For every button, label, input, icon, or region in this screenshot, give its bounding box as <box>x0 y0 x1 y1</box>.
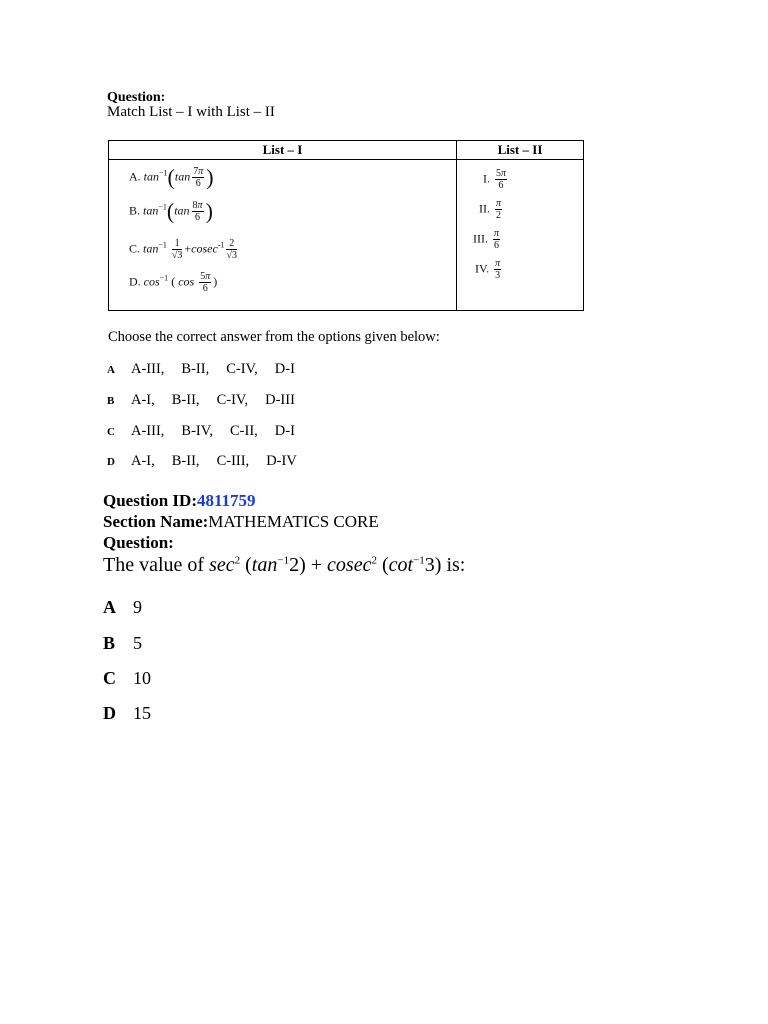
list-2-item-2: II. $\frac{\pi}{2}$ <box>479 198 502 221</box>
option-letter: B <box>107 395 115 407</box>
list-1-header: List – I <box>109 141 457 160</box>
question-id: Question ID:4811759 <box>103 491 256 510</box>
q1-option-d[interactable]: D A-I, B-II, C-III, D-IV <box>107 453 297 469</box>
q2-option-d[interactable]: D 15 <box>103 703 151 723</box>
question-intro: Match List – I with List – II <box>107 104 275 120</box>
choose-instruction: Choose the correct answer from the options given below: <box>108 329 440 345</box>
list-2-item-4: IV. $\frac{\pi}{3}$ <box>475 258 501 281</box>
list-1-item-a: A. $\tan^{-1}(\tan$ $\frac{7\pi}{6}$ ) <box>129 164 214 190</box>
list-1-item-c: C. $\tan^{-1}$ $\frac{1}{√3}$ +cosec$^{-1}$ $\frac{2}{√3}$ <box>129 238 237 261</box>
question-label-2: Question: <box>103 533 174 552</box>
list-1-cell <box>109 160 457 311</box>
question-id-value: 4811759 <box>196 491 256 510</box>
q1-option-b[interactable]: B A-I, B-II, C-IV, D-III <box>107 392 295 408</box>
list-2-header: List – II <box>457 141 584 160</box>
option-letter: C <box>107 426 115 438</box>
list-2-cell <box>457 160 584 311</box>
option-letter: A <box>107 364 115 376</box>
q2-option-a[interactable]: A 9 <box>103 597 142 617</box>
q2-option-b[interactable]: B 5 <box>103 633 142 653</box>
list-1-item-b: B. $\tan^{-1}(\tan$ $\frac{8\pi}{6}$ ) <box>129 198 213 224</box>
section-name: Section Name:MATHEMATICS CORE <box>103 512 379 531</box>
q1-option-a[interactable]: A A-III, B-II, C-IV, D-I <box>107 361 295 377</box>
list-1-item-d: D. $\cos^{-1}$ ( cos $\frac{5\pi}{6}$ ) <box>129 271 218 294</box>
option-letter: D <box>107 456 115 468</box>
q2-option-c[interactable]: C 10 <box>103 668 151 688</box>
question-text: The value of $\sec^2 (\tan^{-1}2) + cosec^2$ $(\cot^{-1}3)$ is: <box>103 554 466 576</box>
section-name-value: MATHEMATICS CORE <box>208 512 379 531</box>
q1-option-c[interactable]: C A-III, B-IV, C-II, D-I <box>107 423 295 439</box>
list-2-item-1: I. $\frac{5\pi}{6}$ <box>483 168 507 191</box>
list-2-item-3: III. $\frac{\pi}{6}$ <box>473 228 500 251</box>
question-label: Question: <box>107 90 166 105</box>
match-table <box>108 140 584 311</box>
